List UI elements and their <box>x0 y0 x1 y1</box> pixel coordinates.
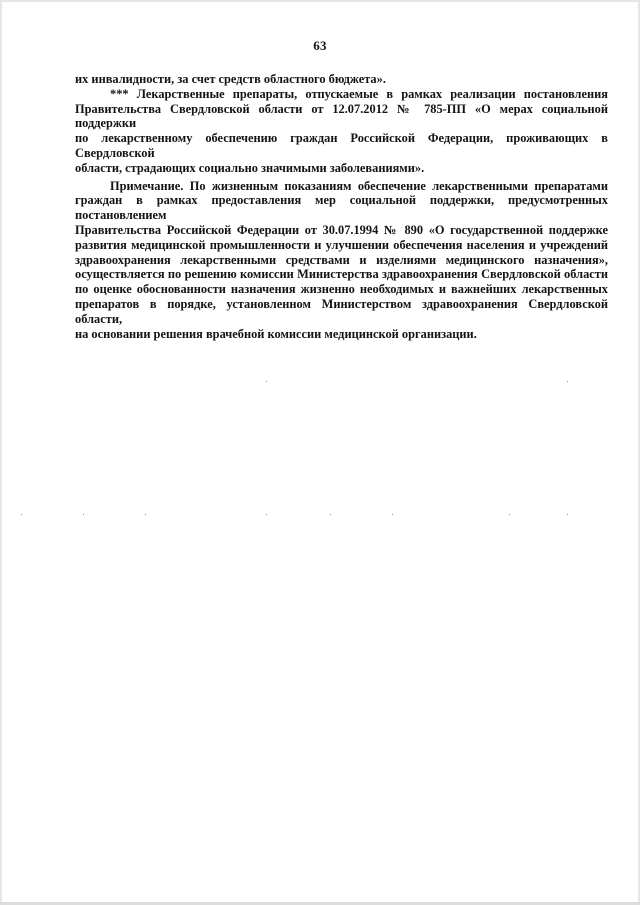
scan-speck <box>83 514 84 515</box>
scan-speck <box>266 381 267 382</box>
text-line: по лекарственному обеспечению граждан Российской Федерации, проживающих в Свердловской <box>75 131 608 160</box>
scan-speck <box>266 514 267 515</box>
scan-speck <box>509 514 510 515</box>
text-line: препаратов в порядке, установленном Министерством здравоохранения Свердловской области, <box>75 296 608 326</box>
document-body <box>75 72 608 341</box>
scan-speck <box>145 514 146 515</box>
scan-speck <box>567 381 568 382</box>
text-line: на основании решения врачебной комиссии медицинской организации. <box>75 326 477 341</box>
text-line: развития медицинской промышленности и улучшении обеспечения населения и учреждений <box>75 237 608 252</box>
paragraph-note <box>75 179 608 342</box>
text-line: осуществляется по решению комиссии Министерства здравоохранения Свердловской области <box>75 267 608 282</box>
text-line: *** Лекарственные препараты, отпускаемые в рамках реализации постановления <box>110 86 608 101</box>
text-line: Правительства Российской Федерации от 30.07.1994 № 890 «О государственной поддержке <box>75 222 608 237</box>
text-line: по оценке обоснованности назначения жизненно необходимых и важнейших лекарственных <box>75 282 608 297</box>
paragraph-footnote-triple-asterisk <box>75 87 608 176</box>
text-line: области, страдающих социально значимыми заболеваниями». <box>75 160 425 175</box>
page-number: 63 <box>313 38 327 53</box>
text-line: Примечание. По жизненным показаниям обеспечение лекарственными препаратами <box>110 178 608 193</box>
scan-speck <box>567 514 568 515</box>
text-line: здравоохранения лекарственными средствами и изделиями медицинского назначения», <box>75 252 608 267</box>
scan-speck <box>392 514 393 515</box>
text-line: Правительства Свердловской области от 12.07.2012 № 785-ПП «О мерах социальной поддержки <box>75 101 608 131</box>
scan-speck <box>330 514 331 515</box>
paragraph-continuation <box>75 72 608 87</box>
scan-speck <box>21 514 22 515</box>
text-line: их инвалидности, за счет средств областного бюджета». <box>75 72 386 86</box>
text-line: граждан в рамках предоставления мер социальной поддержки, предусмотренных постановлением <box>75 193 608 223</box>
